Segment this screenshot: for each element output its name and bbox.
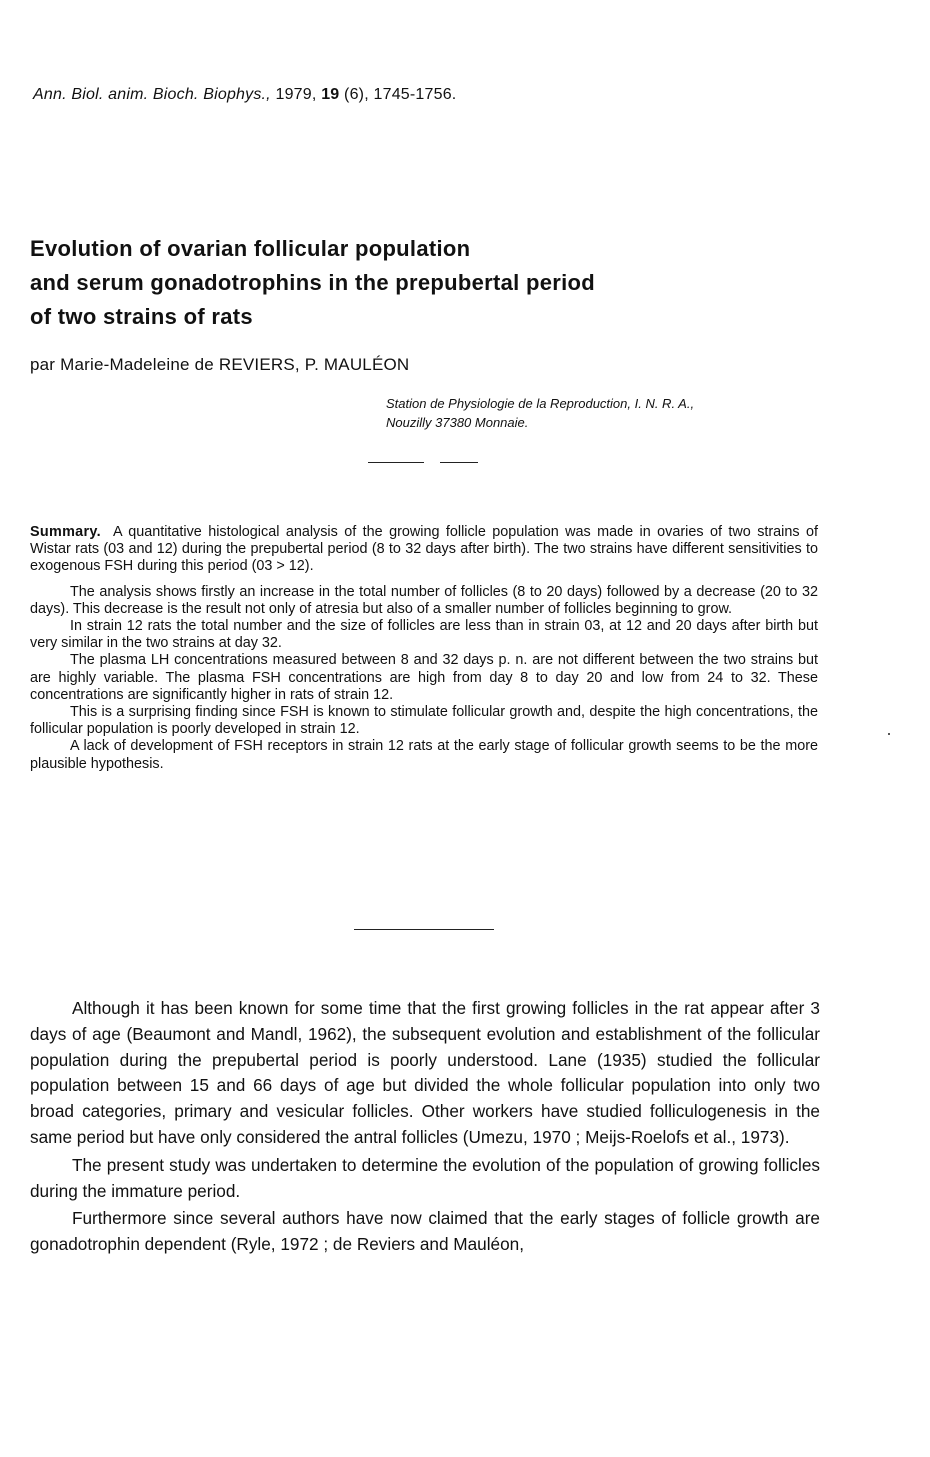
body-paragraph: Furthermore since several authors have now claimed that the early stages of follicle growth are gonadotrophin dependent (Ryle, 1972 ; de Reviers and Mauléon, bbox=[30, 1208, 820, 1255]
abstract-paragraph: The analysis shows firstly an increase in the total number of follicles (8 to 20 days) followed by a decrease (20 to 32 days). This decrease is the result not only of atresia but also of a smaller number of follicles beginning to grow. bbox=[30, 583, 818, 617]
journal-name: Ann. Biol. anim. Bioch. Biophys., bbox=[33, 86, 271, 103]
author-line: par Marie-Madeleine de REVIERS, P. MAULÉON bbox=[30, 355, 410, 374]
abstract-first-text: A quantitative histological analysis of the growing follicle population was made in ovaries of two strains of Wistar rats (03 and 12) during the prepubertal period (8 to 32 days after birth). The two strains have different sensitivities to exogenous FSH during this period (03 > 12). bbox=[30, 524, 818, 575]
affiliation bbox=[386, 394, 694, 432]
title-line: and serum gonadotrophins in the prepubertal period bbox=[30, 270, 596, 295]
journal-volume: 19 bbox=[321, 86, 340, 103]
abstract-paragraph: The plasma LH concentrations measured between 8 and 32 days p. n. are not different between the two strains but are highly variable. The plasma FSH concentrations are high from day 8 to day 20 and low from 24 to 32. These concentrations are significantly higher in rats of strain 12. bbox=[30, 652, 818, 703]
affiliation-line: Station de Physiologie de la Reproduction, I. N. R. A., bbox=[386, 396, 695, 411]
affiliation-line: Nouzilly 37380 Monnaie. bbox=[386, 415, 529, 430]
journal-citation bbox=[33, 86, 456, 104]
abstract-paragraph: This is a surprising finding since FSH is known to stimulate follicular growth and, despite the high concentrations, the follicular population is poorly developed in strain 12. bbox=[30, 704, 818, 738]
section-separator bbox=[354, 929, 494, 930]
separator-dash-right bbox=[440, 462, 478, 463]
introduction-text bbox=[30, 996, 820, 1258]
title-line: Evolution of ovarian follicular population bbox=[30, 236, 471, 261]
abstract bbox=[30, 524, 818, 773]
body-paragraph: Although it has been known for some time that the first growing follicles in the rat appear after 3 days of age (Beaumont and Mandl, 1962), the subsequent evolution and establishment of the follicular population during the prepubertal period is poorly understood. Lane (1935) studied the follicular population between 15 and 66 days of age but divided the whole follicular population into only two broad categories, primary and vesicular follicles. Other workers have studied folliculogenesis in the same period but have only considered the antral follicles (Umezu, 1970 ; Meijs-Roelofs et al., 1973). bbox=[30, 998, 820, 1147]
journal-year: 1979, bbox=[275, 86, 317, 103]
abstract-paragraph: A lack of development of FSH receptors in strain 12 rats at the early stage of follicular growth seems to be the more plausible hypothesis. bbox=[30, 738, 818, 772]
title-line: of two strains of rats bbox=[30, 304, 253, 329]
body-paragraph: The present study was undertaken to determine the evolution of the population of growing follicles during the immature period. bbox=[30, 1154, 820, 1201]
abstract-first-paragraph bbox=[30, 524, 818, 576]
abstract-label: Summary. bbox=[30, 524, 101, 540]
article-title bbox=[30, 232, 790, 334]
scan-mark bbox=[888, 733, 890, 735]
separator-dash-left bbox=[368, 462, 424, 463]
journal-issue-pages: (6), 1745-1756. bbox=[344, 86, 457, 103]
abstract-paragraph: In strain 12 rats the total number and the size of follicles are less than in strain 03, at 12 and 20 days after birth but very similar in the two strains at day 32. bbox=[30, 618, 818, 652]
